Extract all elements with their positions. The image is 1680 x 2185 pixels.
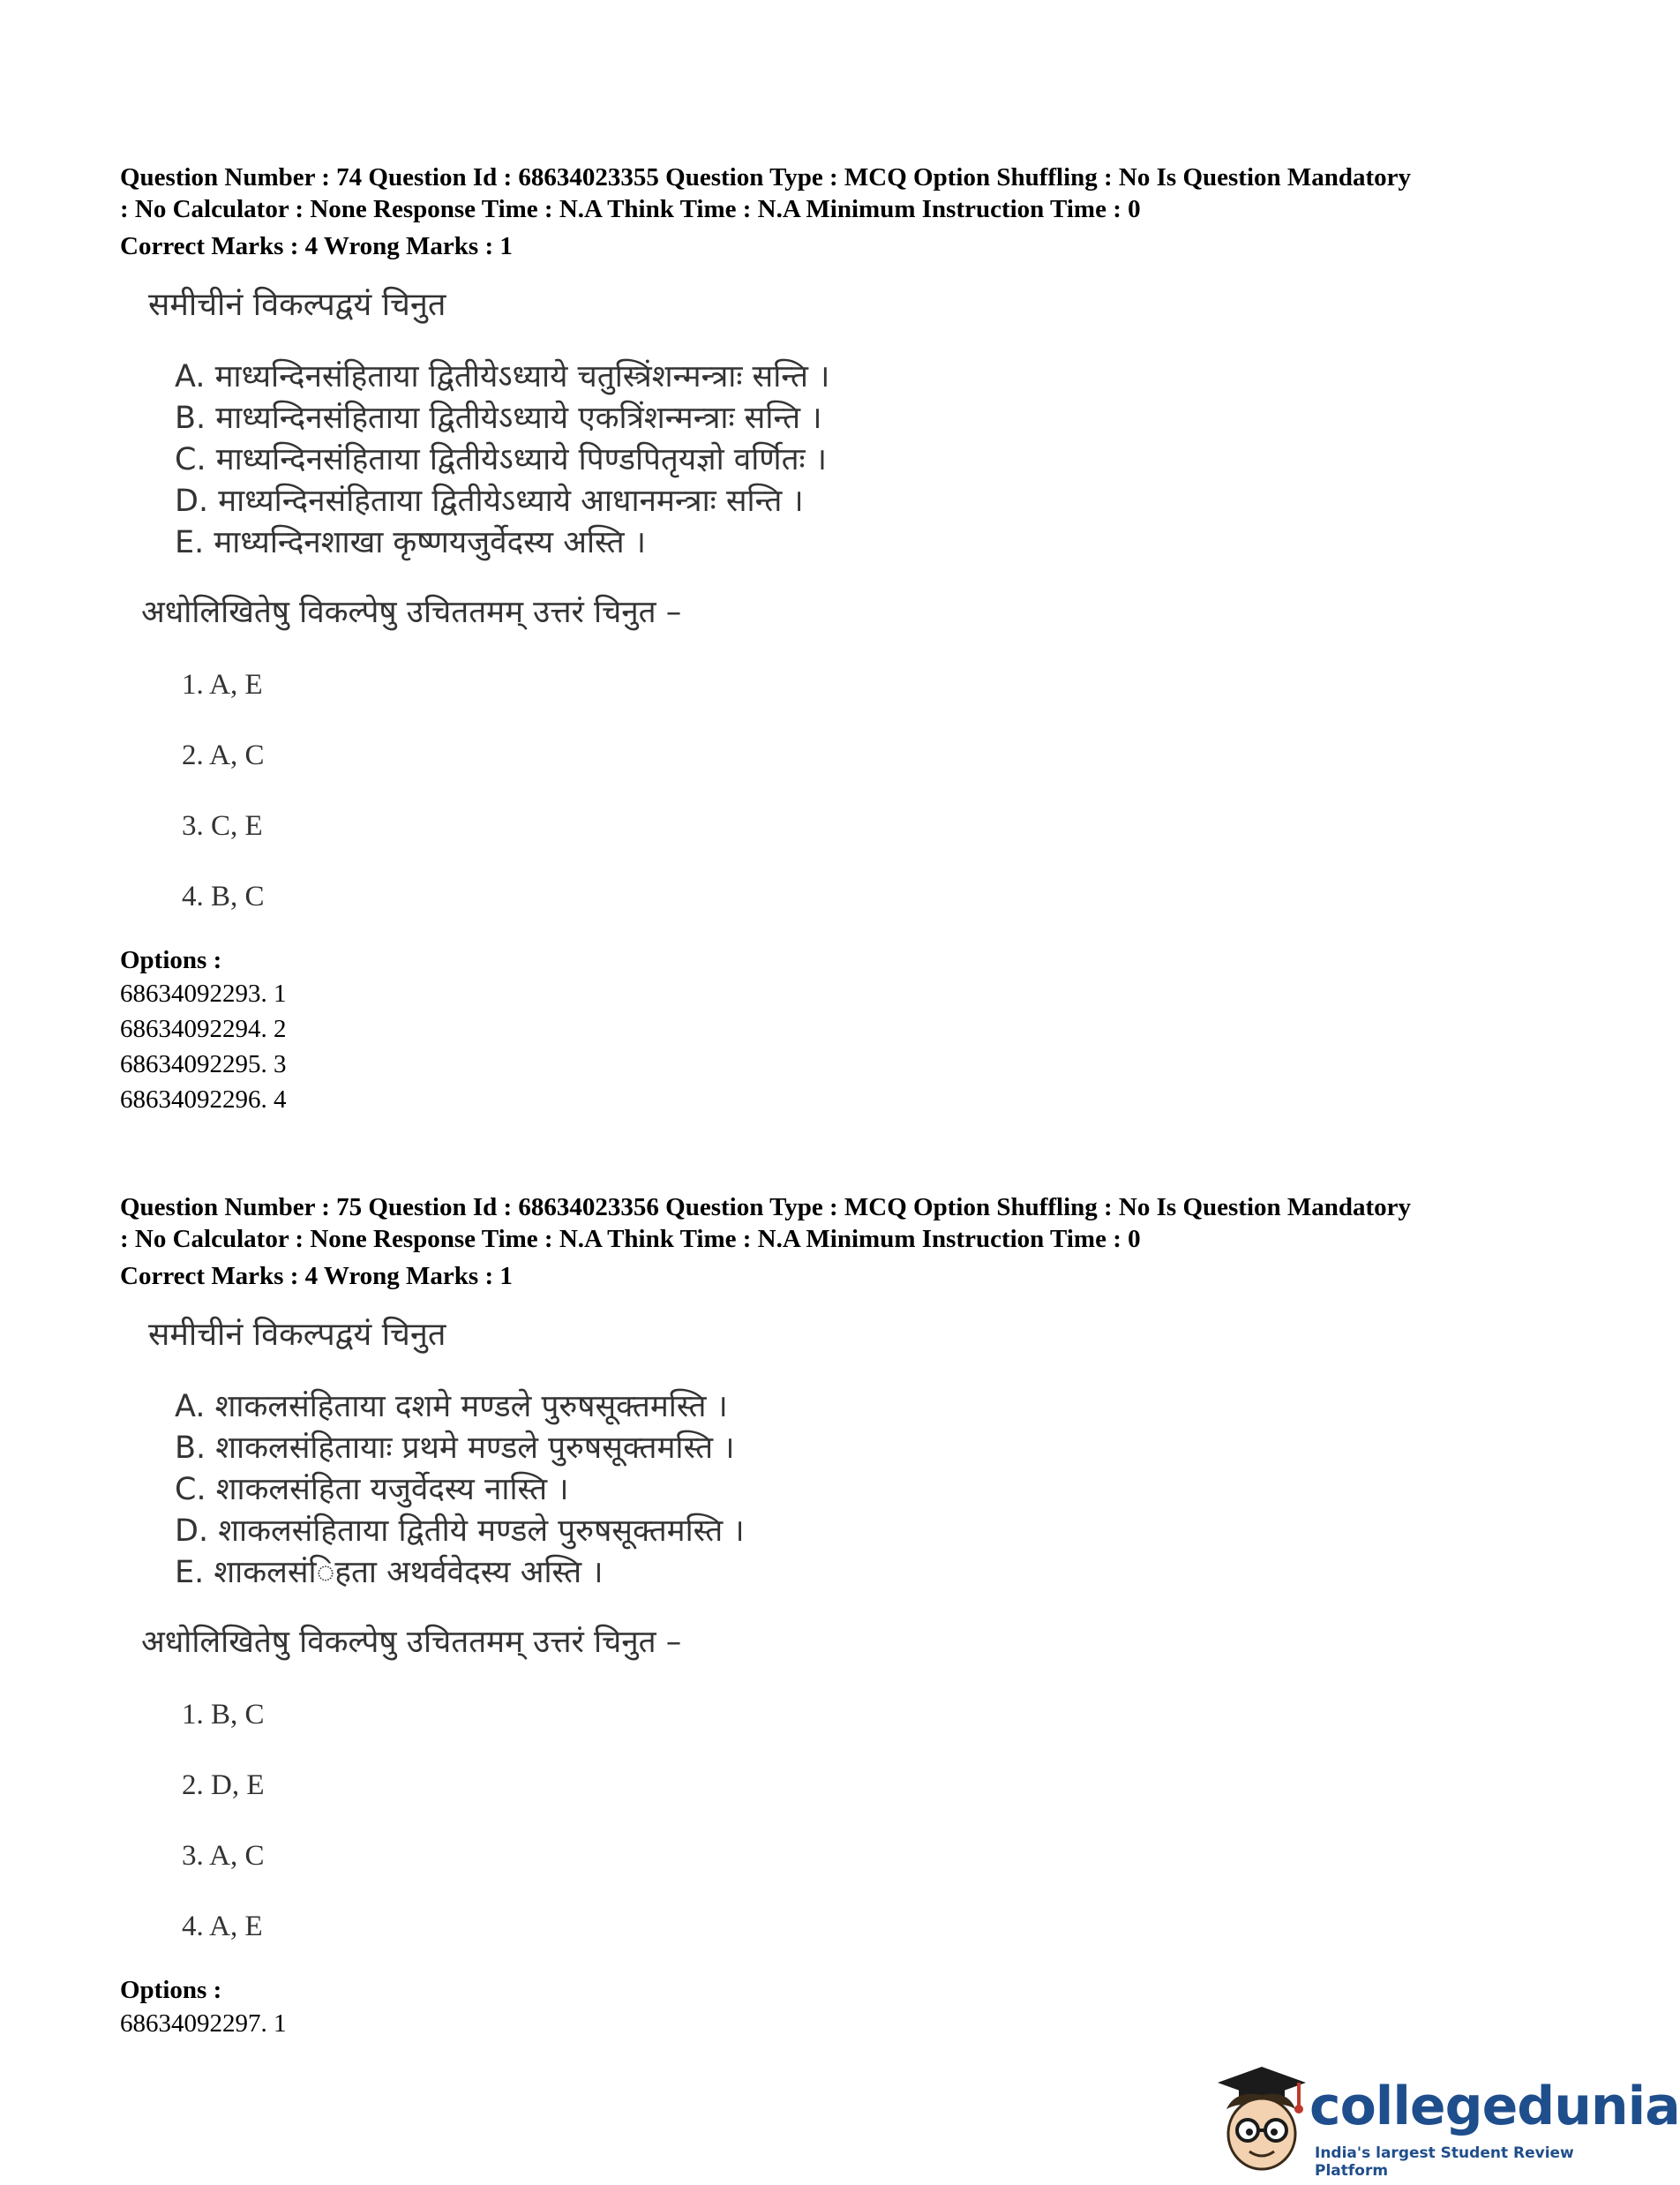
options-heading: Options :	[120, 946, 222, 974]
statement-a: A. शाकलसंहिताया दशमे मण्डले पुरुषसूक्तमस्ति ।	[175, 1389, 728, 1424]
meta-line-1: Question Number : 74 Question Id : 68634023355 Question Type : MCQ Option Shuffling : No Is Question Mandatory	[120, 163, 1412, 191]
choice-1: 1. B, C	[182, 1699, 265, 1731]
choice-2: 2. A, C	[182, 740, 265, 771]
logo-wordmark: collegedunia	[1309, 2076, 1680, 2137]
choice-3: 3. A, C	[182, 1840, 265, 1872]
meta-line-2: : No Calculator : None Response Time : N.A Think Time : N.A Minimum Instruction Time : 0	[120, 195, 1141, 223]
options-heading: Options :	[120, 1976, 222, 2004]
question-75	[120, 1191, 1532, 2041]
statement-d: D. माध्यन्दिनसंहिताया द्वितीयेऽध्याये आधानमन्त्राः सन्ति ।	[175, 484, 804, 519]
choice-1: 1. A, E	[182, 669, 263, 701]
collegedunia-logo	[1200, 2056, 1680, 2180]
option-row: 68634092297. 1	[120, 2009, 287, 2038]
statement-c: C. माध्यन्दिनसंहिताया द्वितीयेऽध्याये पिण्डपितृयज्ञो वर्णितः ।	[175, 442, 828, 477]
question-lead: समीचीनं विकल्पद्वयं चिनुत	[148, 287, 446, 323]
option-row: 68634092293. 1	[120, 980, 287, 1008]
marks-line: Correct Marks : 4 Wrong Marks : 1	[120, 232, 513, 260]
choice-4: 4. A, E	[182, 1911, 263, 1942]
choice-4: 4. B, C	[182, 881, 265, 912]
statement-b: B. माध्यन्दिनसंहिताया द्वितीयेऽध्याये एकत्रिंशन्मन्त्राः सन्ति ।	[175, 401, 822, 436]
statement-b: B. शाकलसंहितायाः प्रथमे मण्डले पुरुषसूक्तमस्ति ।	[175, 1430, 735, 1466]
question-lead: समीचीनं विकल्पद्वयं चिनुत	[148, 1317, 446, 1353]
option-row: 68634092295. 3	[120, 1050, 287, 1078]
option-row: 68634092296. 4	[120, 1085, 287, 1114]
option-row: 68634092294. 2	[120, 1015, 287, 1043]
choice-3: 3. C, E	[182, 810, 263, 842]
statement-e: E. माध्यन्दिनशाखा कृष्णयजुर्वेदस्य अस्ति ।	[175, 525, 646, 560]
logo-tagline: India's largest Student Review Platform	[1315, 2144, 1574, 2180]
statement-list	[120, 357, 1532, 564]
answer-choices	[120, 649, 1532, 932]
marks-line: Correct Marks : 4 Wrong Marks : 1	[120, 1262, 513, 1290]
statement-a: A. माध्यन्दिनसंहिताया द्वितीयेऽध्याये चतुस्त्रिंशन्मन्त्राः सन्ति ।	[175, 359, 830, 394]
meta-line-2: : No Calculator : None Response Time : N.A Think Time : N.A Minimum Instruction Time : 0	[120, 1225, 1141, 1253]
mascot-icon	[1200, 2056, 1315, 2180]
answer-choices	[120, 1679, 1532, 1962]
question-body-image	[120, 1311, 1532, 1962]
statement-d: D. शाकलसंहिताया द्वितीये मण्डले पुरुषसूक्तमस्ति ।	[175, 1513, 745, 1549]
statement-c: C. शाकलसंहिता यजुर्वेदस्य नास्ति ।	[175, 1472, 569, 1507]
question-body-image	[120, 282, 1532, 932]
question-meta	[120, 161, 1532, 262]
question-meta	[120, 1191, 1532, 1292]
question-ask: अधोलिखितेषु विकल्पेषु उचिततमम् उत्तरं चिनुत –	[141, 1625, 682, 1660]
question-ask: अधोलिखितेषु विकल्पेषु उचिततमम् उत्तरं चिनुत –	[141, 595, 682, 630]
statement-list	[120, 1386, 1532, 1594]
statement-e: E. शाकलसंिहता अथर्ववेदस्य अस्ति ।	[175, 1555, 604, 1590]
choice-2: 2. D, E	[182, 1769, 265, 1801]
question-74	[120, 161, 1532, 1117]
meta-line-1: Question Number : 75 Question Id : 68634023356 Question Type : MCQ Option Shuffling : No Is Question Mandatory	[120, 1193, 1412, 1221]
